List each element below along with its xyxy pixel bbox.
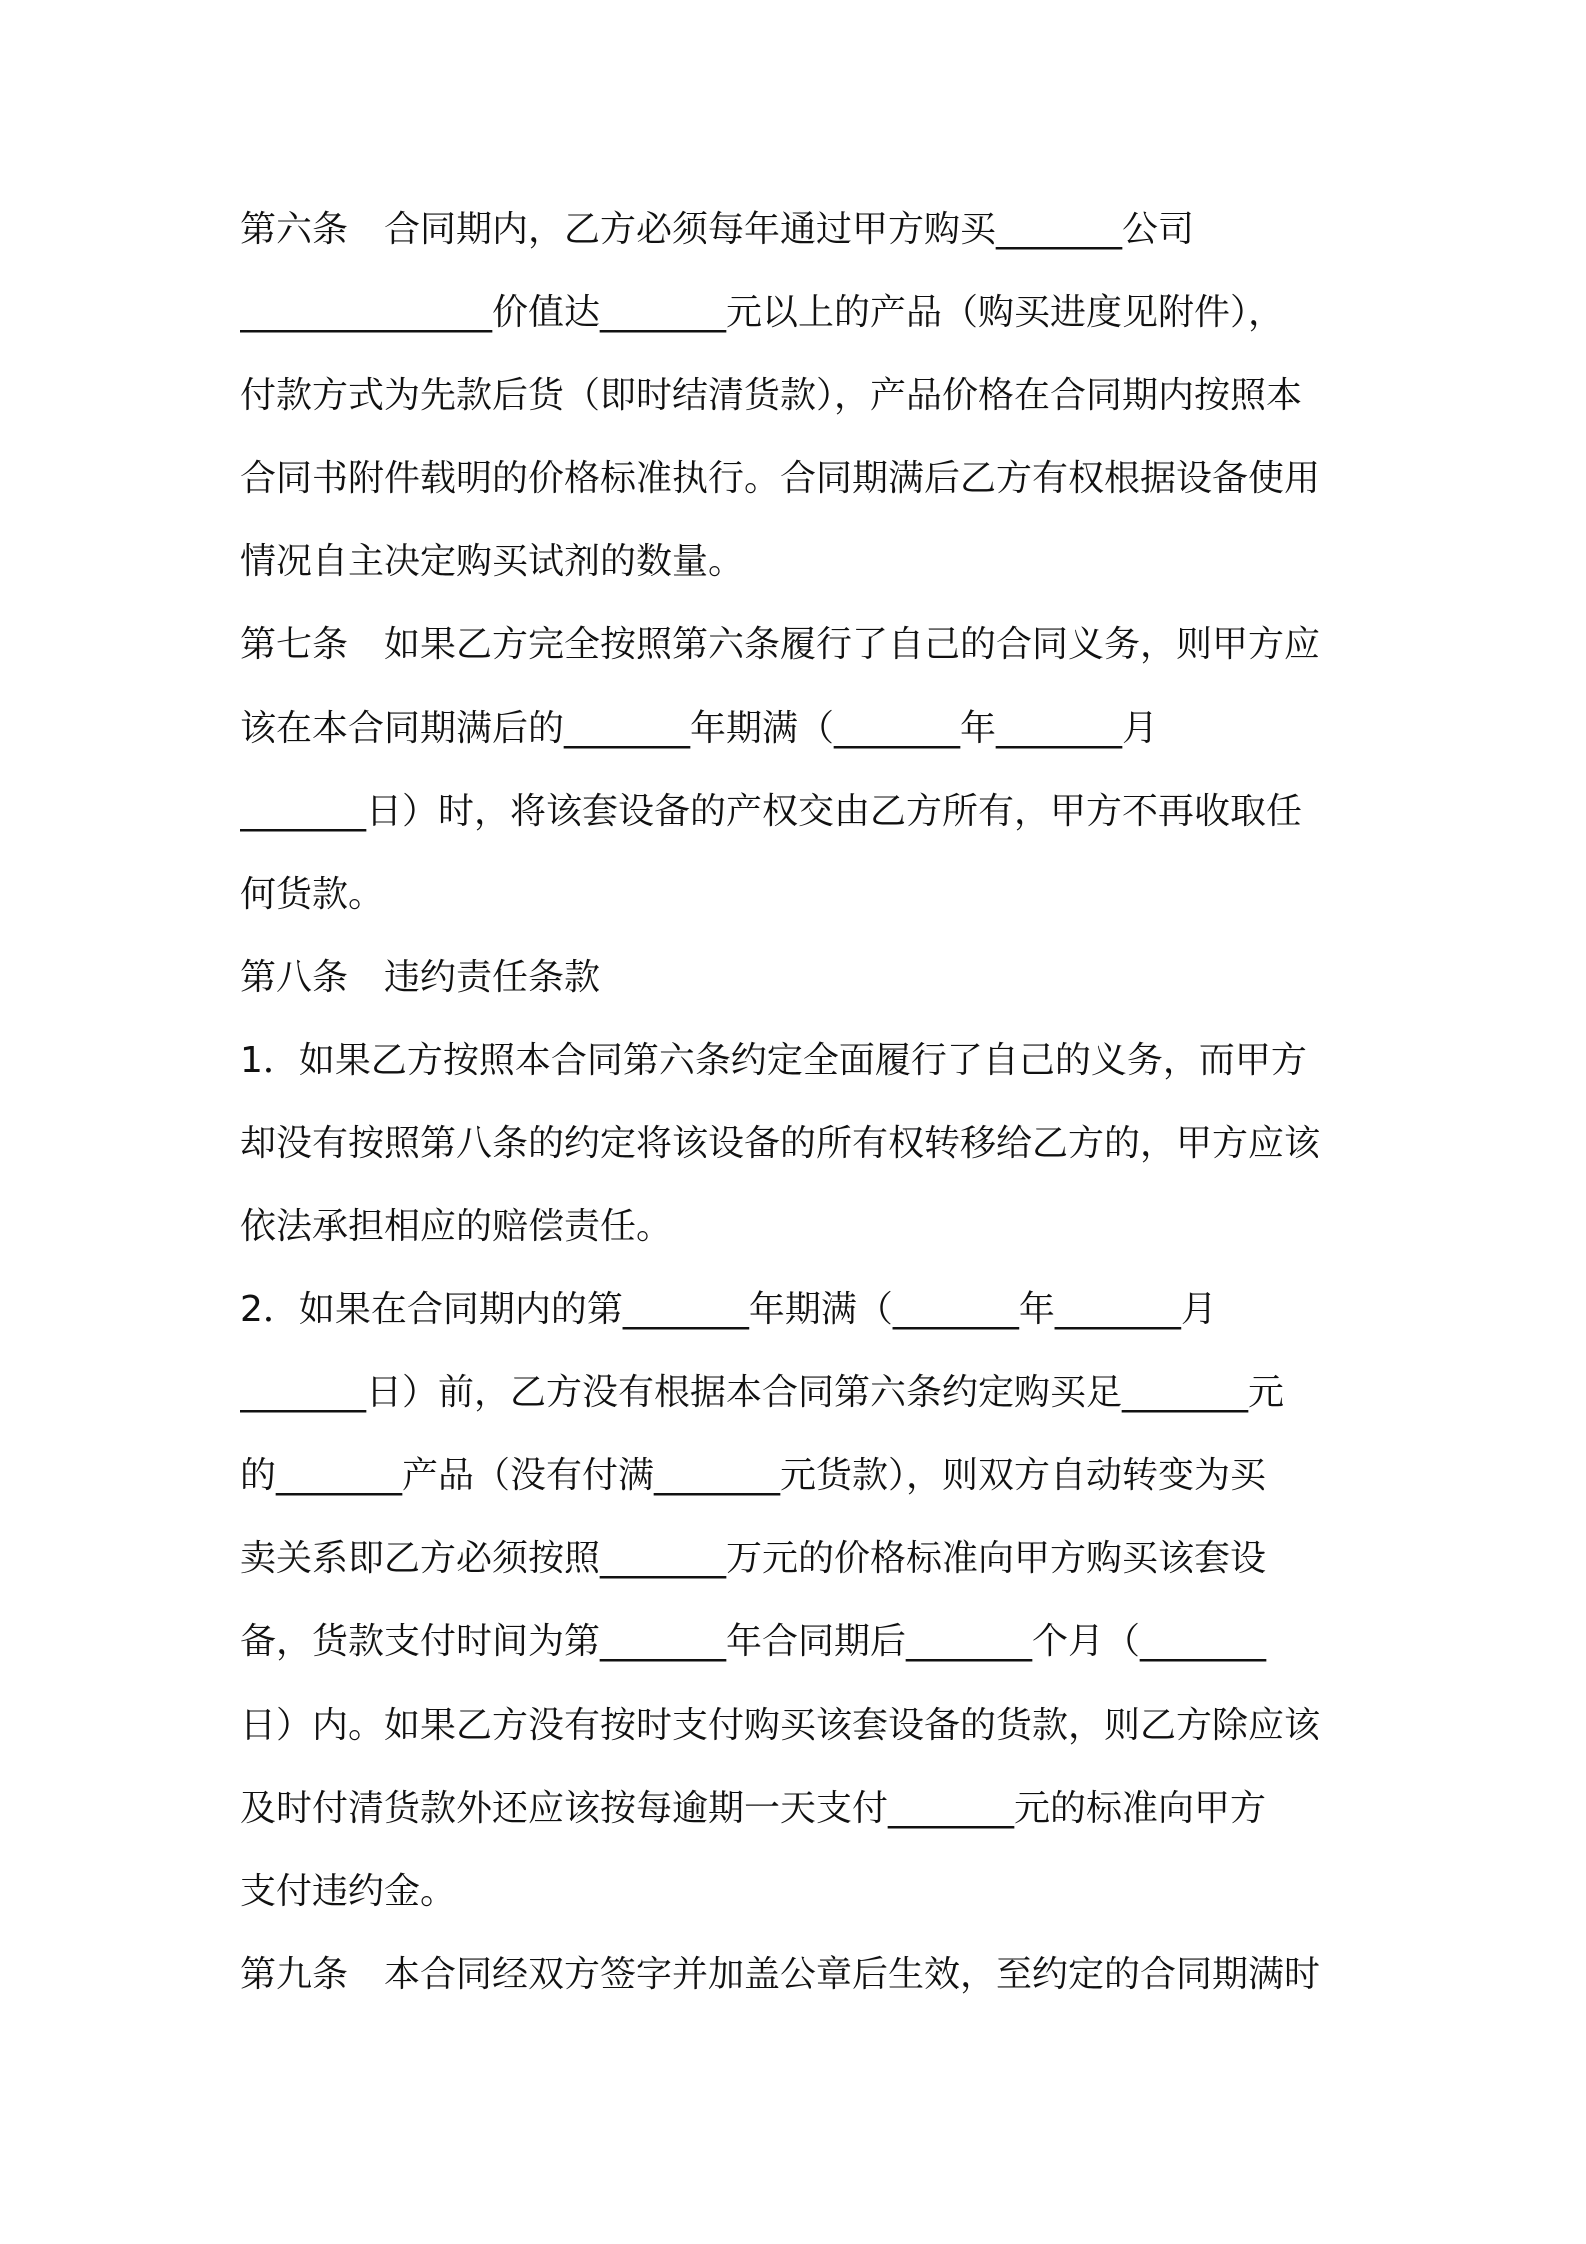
text-line: 第六条 合同期内，乙方必须每年通过甲方购买_______公司: [240, 209, 1195, 250]
text-line: 合同书附件载明的价格标准执行。合同期满后乙方有权根据设备使用: [240, 458, 1321, 499]
text-line: 何货款。: [240, 874, 385, 915]
text-line: 第八条 违约责任条款: [240, 957, 601, 998]
text-line: 第七条 如果乙方完全按照第六条履行了自己的合同义务，则甲方应: [240, 624, 1321, 665]
text-line: 支付违约金。: [240, 1871, 457, 1912]
text-line: 2．如果在合同期内的第_______年期满（_______年_______月: [240, 1289, 1217, 1330]
text-line: 的_______产品（没有付满_______元货款），则双方自动转变为买: [240, 1455, 1267, 1496]
text-line: _______日）前，乙方没有根据本合同第六条约定购买足_______元: [240, 1372, 1285, 1413]
text-line: 依法承担相应的赔偿责任。: [240, 1206, 673, 1247]
text-line: 情况自主决定购买试剂的数量。: [240, 541, 745, 582]
text-line: 却没有按照第八条的约定将该设备的所有权转移给乙方的，甲方应该: [240, 1123, 1321, 1164]
text-line: 付款方式为先款后货（即时结清货款），产品价格在合同期内按照本: [240, 375, 1303, 416]
text-line: 卖关系即乙方必须按照_______万元的价格标准向甲方购买该套设: [240, 1538, 1267, 1579]
text-line: ______________价值达_______元以上的产品（购买进度见附件），: [240, 292, 1285, 333]
text-line: _______日）时，将该套设备的产权交由乙方所有，甲方不再收取任: [240, 791, 1303, 832]
text-line: 备，货款支付时间为第_______年合同期后_______个月（_______: [240, 1621, 1267, 1662]
text-line: 及时付清货款外还应该按每逾期一天支付_______元的标准向甲方: [240, 1788, 1267, 1829]
text-line: 该在本合同期满后的_______年期满（_______年_______月: [240, 708, 1159, 749]
text-line: 第九条 本合同经双方签字并加盖公章后生效，至约定的合同期满时: [240, 1954, 1321, 1995]
text-line: 日）内。如果乙方没有按时支付购买该套设备的货款，则乙方除应该: [240, 1705, 1321, 1746]
text-line: 1．如果乙方按照本合同第六条约定全面履行了自己的义务，而甲方: [240, 1040, 1307, 1081]
